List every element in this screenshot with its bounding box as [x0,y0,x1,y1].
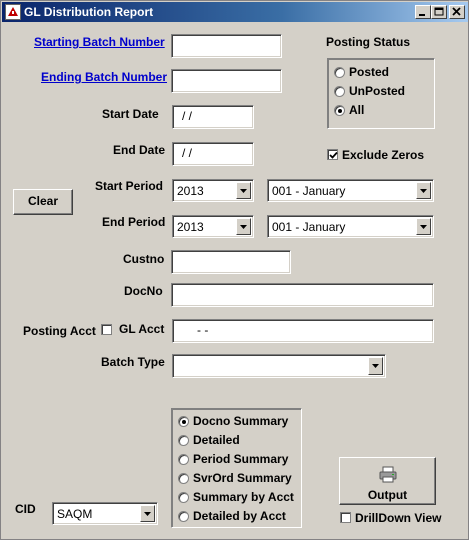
start-period-dropdown-button[interactable] [416,182,431,199]
end-year-select[interactable] [172,215,254,238]
report-type-group [171,408,302,528]
start-year-dropdown-button[interactable] [236,182,251,199]
start-period-select[interactable] [267,179,434,202]
batch-type-dropdown-button[interactable] [368,357,383,375]
cid-label: CID [15,502,36,516]
radio-detailed-by-acct-label: Detailed by Acct [193,509,286,523]
start-date-label: Start Date [102,107,159,121]
radio-detailed-by-acct-button[interactable] [178,511,189,522]
drilldown-label: DrillDown View [355,511,442,525]
start-period-value: 001 - January [272,184,346,198]
starting-batch-input[interactable] [171,34,282,58]
posting-status-title: Posting Status [326,35,411,49]
radio-period-summary-button[interactable] [178,454,189,465]
cid-value: SAQM [57,507,93,521]
start-period-label: Start Period [95,179,164,193]
ending-batch-link[interactable]: Ending Batch Number [41,70,168,84]
radio-svrord-summary-button[interactable] [178,473,189,484]
radio-summary-by-acct-label: Summary by Acct [193,490,294,504]
start-year-select[interactable] [172,179,254,202]
radio-posted-button[interactable] [334,67,345,78]
docno-input[interactable] [171,283,434,307]
end-year-dropdown-button[interactable] [236,218,251,235]
batch-type-label: Batch Type [101,355,165,369]
starting-batch-link[interactable]: Starting Batch Number [34,35,165,49]
end-period-dropdown-button[interactable] [416,218,431,235]
end-period-select[interactable] [267,215,434,238]
title-bar[interactable] [2,2,468,22]
radio-unposted-label: UnPosted [349,84,406,98]
radio-unposted-button[interactable] [334,86,345,97]
output-button[interactable] [339,457,436,505]
radio-docno-summary-label: Docno Summary [193,414,289,428]
maximize-icon [432,6,446,18]
radio-all-label: All [349,103,365,117]
batch-type-select[interactable] [172,354,386,378]
printer-icon [378,466,398,483]
radio-detailed-button[interactable] [178,435,189,446]
chevron-down-icon [144,512,151,516]
end-year-value: 2013 [177,220,204,234]
radio-detailed-label: Detailed [193,433,240,447]
posting-acct-checkbox[interactable] [101,324,112,335]
exclude-zeros-label: Exclude Zeros [342,148,425,162]
docno-label: DocNo [124,284,163,298]
close-button[interactable] [449,5,465,19]
radio-svrord-summary-label: SvrOrd Summary [193,471,292,485]
start-year-value: 2013 [177,184,204,198]
exclude-zeros-checkbox[interactable] [327,149,338,160]
close-icon [450,6,464,18]
radio-summary-by-acct-button[interactable] [178,492,189,503]
gl-acct-input[interactable]: - - [172,319,434,343]
gl-acct-label: GL Acct [119,322,165,336]
end-period-value: 001 - January [272,220,346,234]
end-date-input[interactable]: / / [172,142,254,166]
posting-status-group [327,58,435,129]
app-icon [5,4,21,20]
clear-button[interactable]: Clear [13,189,73,215]
minimize-button[interactable] [415,5,431,19]
chevron-down-icon [420,225,427,229]
radio-posted-label: Posted [349,65,390,79]
maximize-button[interactable] [431,5,447,19]
window-title: GL Distribution Report [24,5,154,19]
minimize-icon [416,6,430,18]
cid-select[interactable] [52,502,158,525]
ending-batch-input[interactable] [171,69,282,93]
drilldown-checkbox[interactable] [340,512,351,523]
radio-docno-summary-button[interactable] [178,416,189,427]
custno-input[interactable] [171,250,291,274]
posting-acct-label: Posting Acct [23,324,96,338]
chevron-down-icon [240,189,247,193]
chevron-down-icon [240,225,247,229]
end-date-label: End Date [113,143,166,157]
radio-all-button[interactable] [334,105,345,116]
custno-label: Custno [123,252,165,266]
chevron-down-icon [420,189,427,193]
end-period-label: End Period [102,215,166,229]
checkmark-icon [328,150,339,161]
chevron-down-icon [372,364,379,368]
start-date-input[interactable]: / / [172,105,254,129]
output-button-label: Output [367,488,408,502]
cid-dropdown-button[interactable] [140,505,155,522]
radio-period-summary-label: Period Summary [193,452,289,466]
